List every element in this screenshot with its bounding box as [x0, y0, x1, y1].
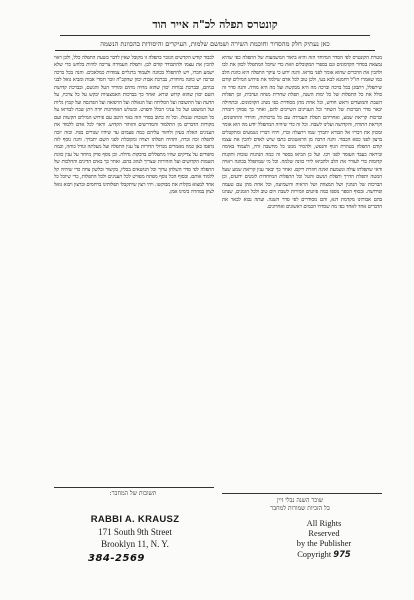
publisher-address-line2: Brooklyn 11, N. Y.: [101, 539, 169, 549]
text-column-right: [222, 55, 382, 495]
column-right-text: מטרת הקונטרס לפי הסדר המיוחד הזה והיא ביאור המשמעות של התפלה כפי שהיא נמצאת בסדור הקדמונים וגם בספרי המקובלים וזאת כדי שיוכל המתפלל לכוון את לבו ולהבין את הדברים שהוא אומר לפני בוראו. והנה ידוע כי עיקר התפלה היא כוונת הלב כמו שאמרו חז"ל רחמנא לבא בעי, ולכן טוב לכל אדם שילמד את פירוש המילים קודם שיתפלל, ויתבונן בכל ברכה וברכה מה היא מבקשת ועל מה היא מודה. והנה סדר זה כולל את כל התפלות של כל ימות השנה, תפלת שחרית מנחה וערבית, וכן תפלות השבת והמועדים וראש חודש, וכל אחת מהן מסודרת כפי מנהג הקדמונים. ובתחילה יבאר סדר הברכות של השחר וכל העניינים השייכים להם, ואחר כך פסוקי דזמרה וברכות קריאת שמע, ואחריהם תפלת העמידה עם כל ברכותיה, והוידוי והתחנונים, וקריאת התורה, והקדושה ועלינו לשבח. וכל זה כדי שיהיה המתפלל יודע מה הוא אומר ומכוון את דבריו אל הבורא יתברך שמו ויתעלה זכרו, ויהיו דבריו נשמעים ומתקבלים ברצון לפני כסא הכבוד. והנה הרבה מן הראשונים כתבו שיש לאדם להכין את עצמו קודם התפלה בטהרת הגוף והנפש, ולהסיר ממנו כל מחשבה זרה, ולעמוד באימה וביראה כעבד העומד לפני רבו. ועל כן הביאו בספר זה כמה הנהגות טובות ותקנות קדומות כדי לעורר את הלב ולהביאו לידי כוונה שלמה. וכל מי שמתפלל בכוונה ראויה ודאי שתפלתו עולה ונשמעת ואינה חוזרת ריקם. ואחר כך יבאר ענין קריאת שמע שעל המטה ותפלת הדרך ותפלת הגשם והטל וכל התפלות המיוחדות לזמנים ידועים, וכן הברכות של הנהנין ושל המצוות ושל הראיה והשמיעה, וכל אחת מהן עם טעמה ופירושה. ובסוף הספר נוספו כמה פיוטים וזמירות לשבת ויום טוב ולכל הזמנים, שנהגו בהם אבותינו מקדמת דנא, והם מסודרים לפי סדר השנה. ועתה נבוא לבאר את הדברים אחד לאחד כפי מה שסדרו חכמים ראשונים ואחרונים.: [222, 55, 382, 211]
rights-note-hebrew: שוכר השנה נבלי זיין בל הזכיות שמורות למחבר: [270, 497, 330, 512]
rights-line1: All Rights Reserved: [306, 519, 342, 538]
column-left-text: לכבוד קודש הקדשים הנזכר בתפלה זו מקובל שאין לדבר בשעת התפלה כלל, ולכן ראוי להכין את עצמו ולהתבודד קודם לכן. ותפלת העמידה צריכה להיות בלחש כדי שלא ישמע חברו, ויש להתפלל בכוונה ולעמוד ברגליים צמודות כמלאכים. והנה בכל ברכה וברכה יש כוונה מיוחדת, בברכת אבות יכוון שהקב"ה זוכר חסדי אבות ומביא גואל לבני בניהם, ובברכת גבורות יכוון שהוא מחיה מתים ומוריד הטל והגשם, ובברכת קדושת השם יכוון שהוא קדוש ונורא. ואחר כך בברכות האמצעיות יבקש על כל צרכיו, על הדעת ועל התשובה ועל הסליחה ועל הגאולה ועל הרפואה ועל הפרנסה ועל קבוץ גליות ועל המשפט ועל כל עניני הכלל והפרט. ובשלש האחרונות יודה ויתן שבח לבוראו על כל הטובות שגמלו. וכל זה כתוב בסדר הזה באר היטב עם פירוש המילים הקשות ועם מקורות הדברים מן התלמוד והמדרשים והזוהר הקדוש. וראוי לכל אדם ללמוד את הענינים האלה בעיון ולחזור עליהם כמה פעמים עד שיהיו שגורים בפיו. ובזה יזכה לתפלה זכה וברה, ותהיה תפלתו רצויה ומקובלת לפני השם יתברך. והנה נוסף לזה נדפסו כאן כמה מאמרים מגדולי הדורות על ענין התפלה ועל מעלתה וגודל כוחה, וכמה סיפורים על צדיקים שהיו מתפללים בדבקות גדולה. וכן נוסף פרק מיוחד על ענין כוונת השמות הקדושים ועל הזהירות שצריך לנהוג בהם. ואחר כך באים הדינים וההלכות של התפלה לפי סדר השלחן ערוך וכל הנושאים בכליו, בקיצור ובלשון צחה כדי שיהיה קל ללמוד אותם. ובסוף הכל נוסף מפתח מפורט לכל הענינים ולכל התפלות, כדי שיוכל כל אחד למצוא בקלות את מבוקשו. ויהי רצון שיתקבלו תפלותינו ברחמים וברצון ויבוא גואל לציון במהרה בימינו אמן.: [54, 55, 214, 196]
footer-rule-left: [54, 487, 214, 488]
handwritten-phone-number: 384-2569: [88, 553, 145, 564]
rights-block: [292, 519, 356, 560]
text-column-left: [54, 55, 214, 487]
title-rule: [60, 35, 370, 36]
author-note-hebrew: תשובות של המחבר:: [109, 490, 157, 497]
publisher-address-line1: 171 South 9th Street: [98, 527, 172, 537]
footer-rule-right: [222, 493, 382, 494]
publisher-name: RABBI A. KRAUSZ: [90, 514, 180, 525]
document-title: קונטרס תפלה לכ"ה אייר הוד: [152, 18, 278, 31]
copyright-year: 975: [333, 549, 351, 559]
rights-line2: by the Publisher: [296, 539, 352, 548]
copyright-label: Copyright: [297, 550, 332, 559]
copyright-line: [292, 549, 356, 560]
subtitle-rule: [55, 50, 375, 51]
document-subtitle: כאן נעתיק חלק מהסדור וחוכמת השירה ושמשם שלמות, העיקרים והיסודות בהכוונת הנשמה: [100, 40, 330, 48]
